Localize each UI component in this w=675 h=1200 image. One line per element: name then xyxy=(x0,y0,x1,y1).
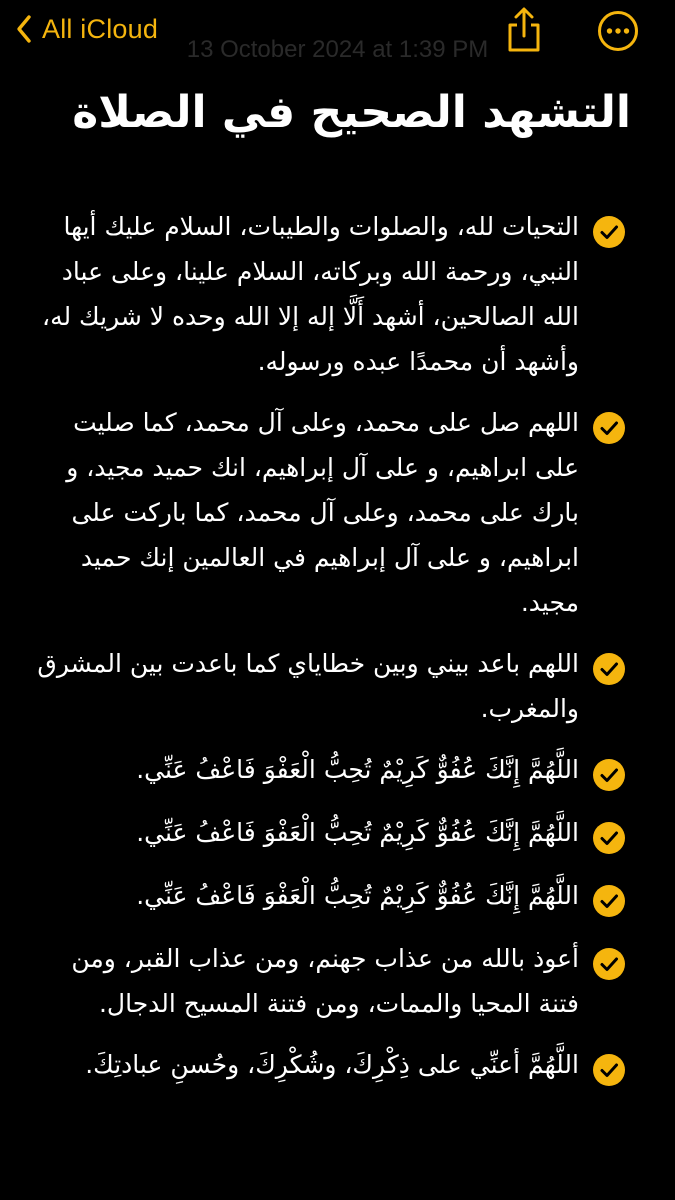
checklist xyxy=(28,204,625,1103)
share-icon xyxy=(504,39,544,58)
checklist-item-text[interactable]: اللَّهُمَّ أعنِّي على ذِكْرِكَ، وشُكْرِكَ، وحُسنِ عبادتِكَ. xyxy=(85,1050,579,1079)
checklist-item-text[interactable]: اللهم صل على محمد، وعلى آل محمد، كما صليت على ابراهيم، و على آل إبراهيم، انك حميد مجيد، و بارك على محمد، وعلى آل محمد، كما باركت على ابراهيم، و على آل إبراهيم في العالمين إنك حميد مجيد. xyxy=(66,408,579,617)
checklist-item xyxy=(28,400,625,625)
checklist-item-text[interactable]: اللَّهُمَّ إِنَّكَ عُفُوٌّ كَرِيْمٌ تُحِبُّ الْعَفْوَ فَاعْفُ عَنِّي. xyxy=(136,755,579,784)
back-button-label: All iCloud xyxy=(42,13,159,44)
share-button[interactable] xyxy=(504,6,544,54)
note-title[interactable]: التشهد الصحيح في الصلاة xyxy=(72,87,631,138)
chevron-left-icon xyxy=(16,14,32,44)
note-timestamp: 13 October 2024 at 1:39 PM xyxy=(186,36,489,63)
back-button[interactable] xyxy=(16,8,158,50)
checklist-item xyxy=(28,204,625,384)
navigation-bar xyxy=(0,0,675,62)
checkmark-circle-icon[interactable] xyxy=(593,759,625,791)
checkmark-circle-icon[interactable] xyxy=(593,885,625,917)
checklist-item xyxy=(28,873,625,923)
checklist-item xyxy=(28,936,625,1026)
checklist-item xyxy=(28,1042,625,1087)
checkmark-circle-icon[interactable] xyxy=(593,822,625,854)
ellipsis-circle-icon xyxy=(597,37,639,56)
checklist-item xyxy=(28,747,625,797)
checkmark-circle-icon[interactable] xyxy=(593,948,625,980)
checklist-item-text[interactable]: اللهم باعد بيني وبين خطاياي كما باعدت بين المشرق والمغرب. xyxy=(37,649,579,723)
checklist-item xyxy=(28,810,625,860)
checklist-item-text[interactable]: التحيات لله، والصلوات والطيبات، السلام عليك أيها النبي، ورحمة الله وبركاته، السلام علينا، وعلى عباد الله الصالحين، أشهد أَلَّا إله إلا الله وحده لا شريك له، وأشهد أن محمدًا عبده ورسوله. xyxy=(42,212,579,376)
checkmark-circle-icon[interactable] xyxy=(593,216,625,248)
checklist-item-text[interactable]: أعوذ بالله من عذاب جهنم، ومن عذاب القبر، ومن فتنة المحيا والممات، ومن فتنة المسيح الدجال. xyxy=(71,944,579,1018)
checklist-item-text[interactable]: اللَّهُمَّ إِنَّكَ عُفُوٌّ كَرِيْمٌ تُحِبُّ الْعَفْوَ فَاعْفُ عَنِّي. xyxy=(136,881,579,910)
checkmark-circle-icon[interactable] xyxy=(593,653,625,685)
checklist-item xyxy=(28,641,625,731)
checklist-item-text[interactable]: اللَّهُمَّ إِنَّكَ عُفُوٌّ كَرِيْمٌ تُحِبُّ الْعَفْوَ فَاعْفُ عَنِّي. xyxy=(136,818,579,847)
checkmark-circle-icon[interactable] xyxy=(593,1054,625,1086)
more-options-button[interactable] xyxy=(597,10,639,52)
checkmark-circle-icon[interactable] xyxy=(593,412,625,444)
